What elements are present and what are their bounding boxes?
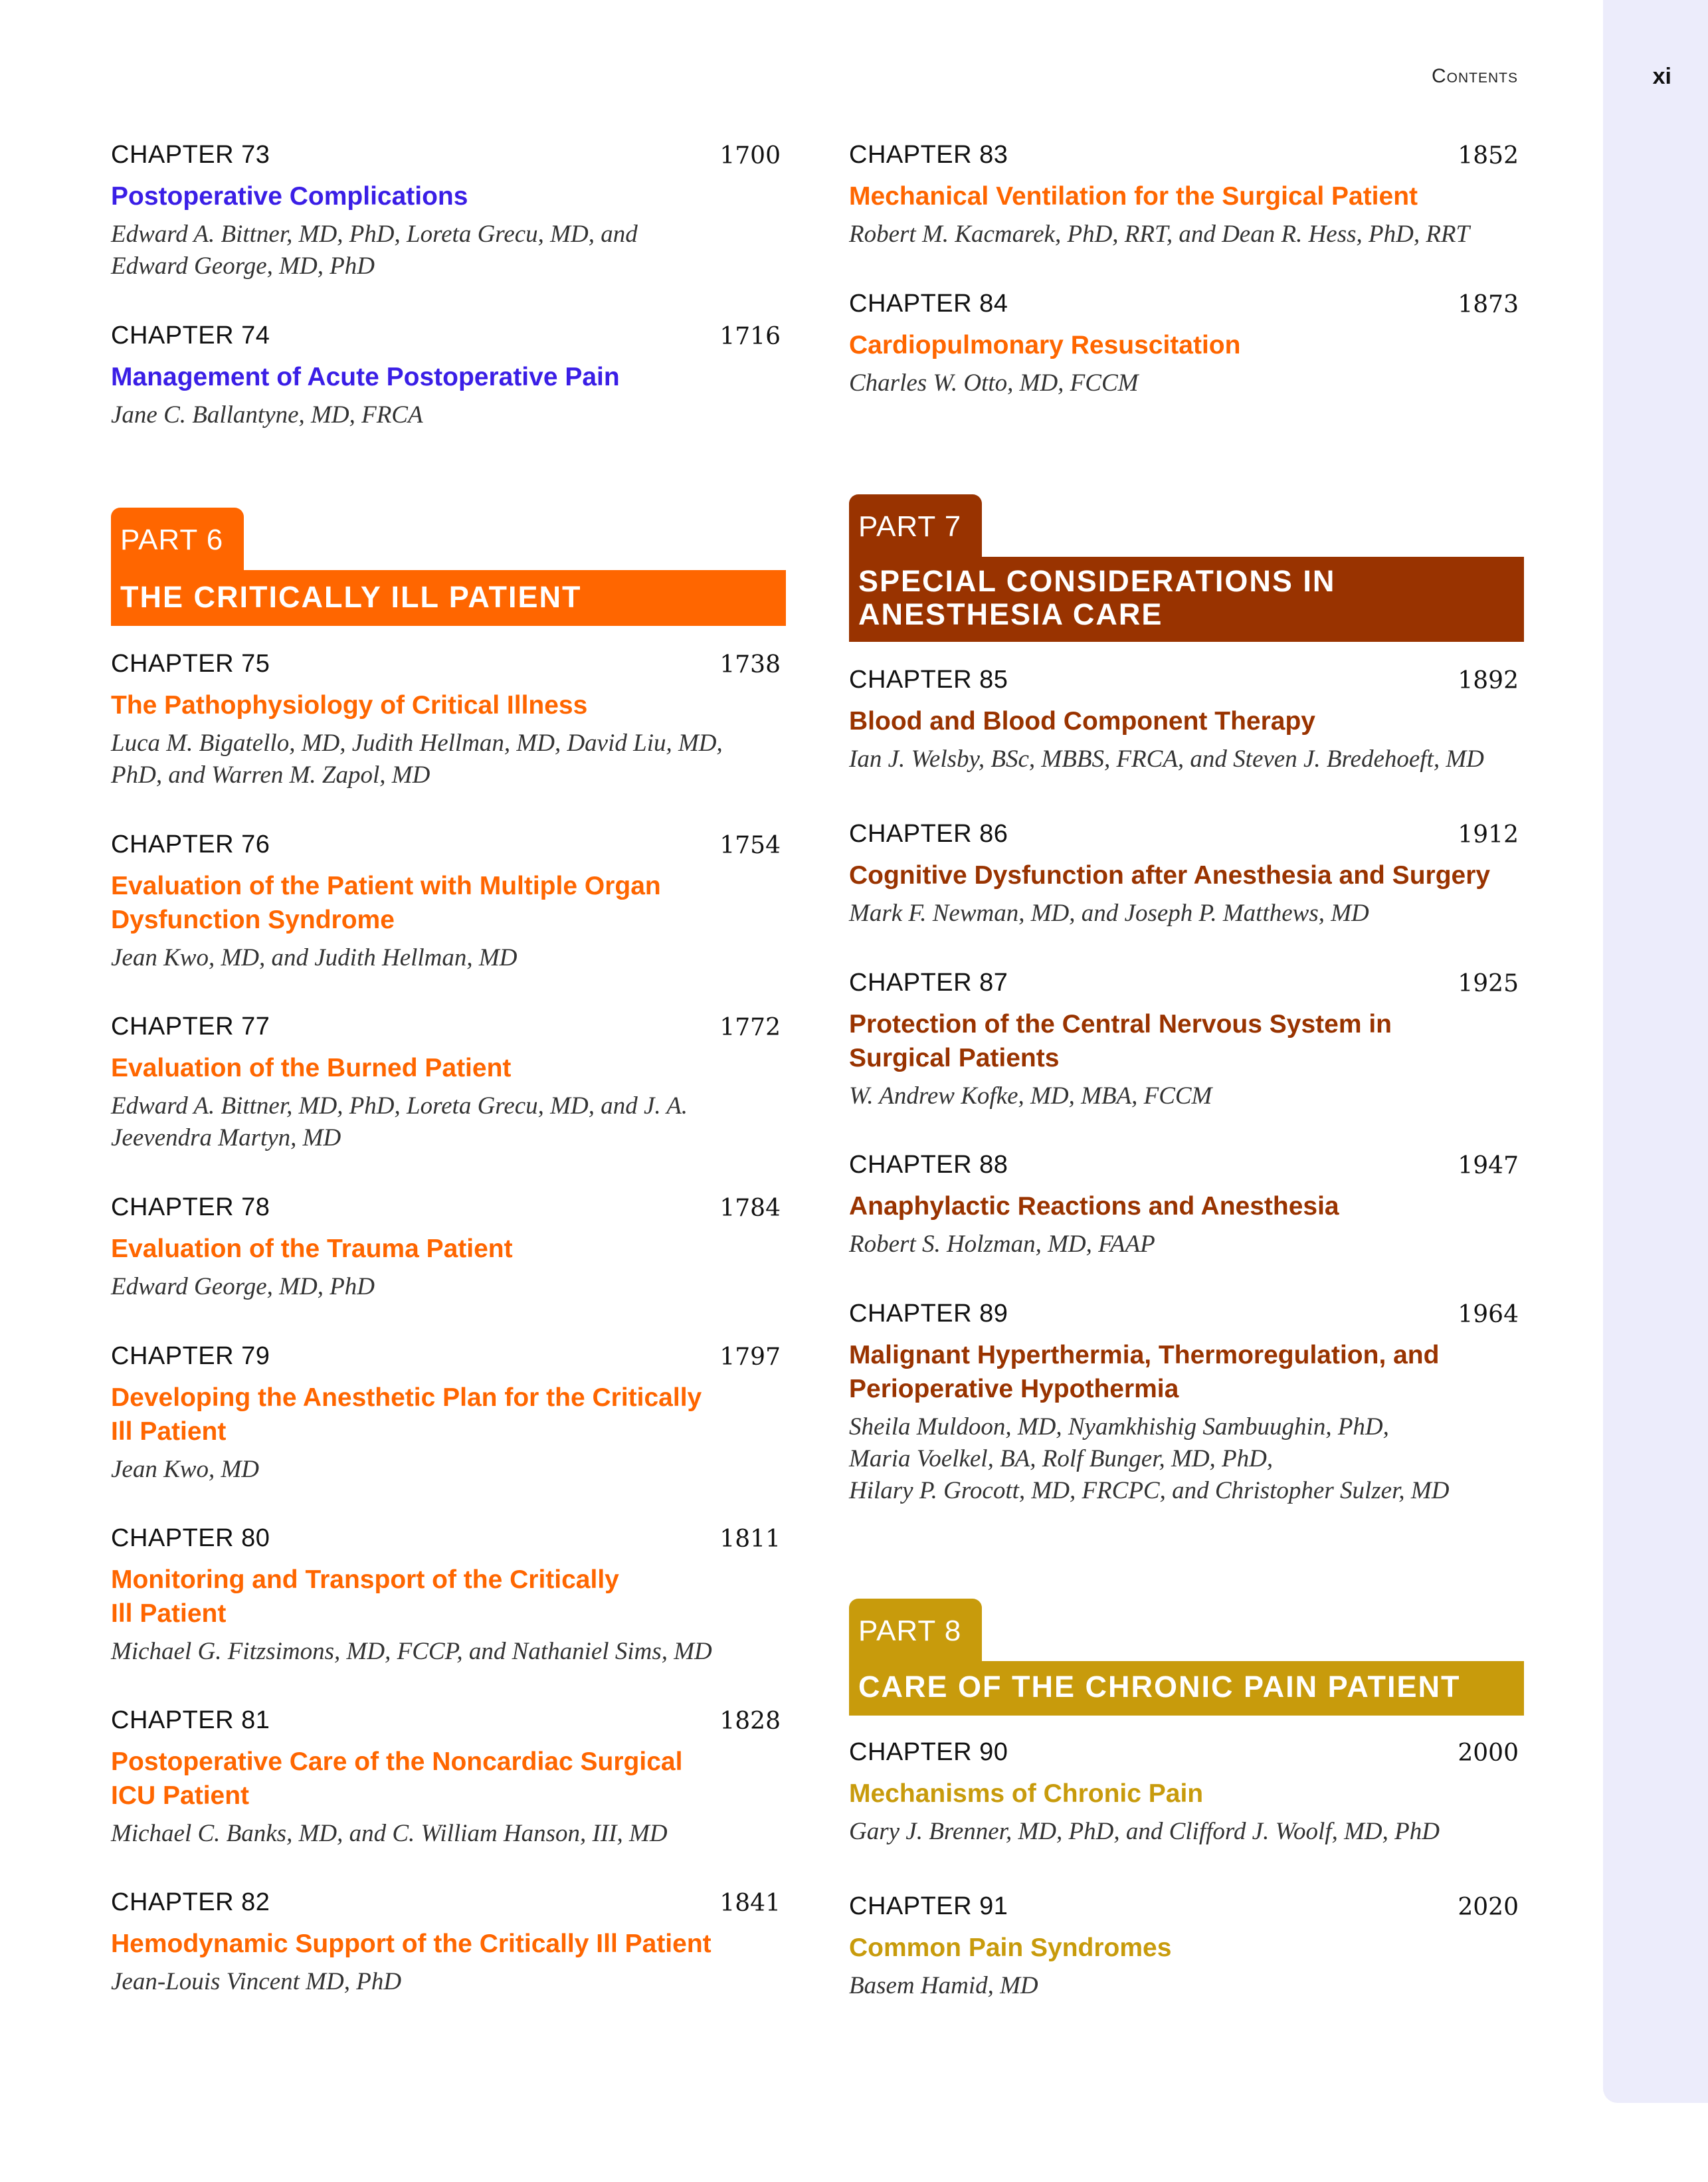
part-title: CARE OF THE CHRONIC PAIN PATIENT [858, 1670, 1461, 1704]
chapter-label: CHAPTER 85 [849, 666, 1008, 694]
chapter-title[interactable] [111, 1381, 722, 1448]
toc-entry-ch78[interactable] [111, 1193, 785, 1303]
page-number: 1716 [719, 323, 781, 350]
running-title: Contents [1432, 65, 1518, 87]
page-number: 1754 [719, 832, 781, 859]
chapter-title[interactable] [111, 869, 722, 937]
page-number: 2000 [1458, 1739, 1519, 1767]
side-tab-strip [1603, 0, 1708, 2103]
chapter-title[interactable]: Hemodynamic Support of the Critically Ill Patient [111, 1930, 712, 1958]
chapter-label: CHAPTER 80 [111, 1524, 270, 1552]
chapter-authors [111, 1818, 785, 1850]
toc-entry-ch81[interactable] [111, 1706, 785, 1850]
chapter-title[interactable]: Evaluation of the Burned Patient [111, 1054, 512, 1082]
title-line: Monitoring and Transport of the Critically [111, 1565, 619, 1594]
toc-entry-ch82[interactable] [111, 1888, 785, 1998]
chapter-authors [849, 898, 1523, 930]
chapter-label: CHAPTER 81 [111, 1706, 270, 1734]
chapter-authors [111, 1271, 785, 1303]
authors-line: PhD, and Warren M. Zapol, MD [111, 761, 430, 789]
toc-entry-ch73[interactable] [111, 141, 785, 282]
title-line: Ill Patient [111, 1599, 227, 1628]
page-number: 1947 [1458, 1152, 1519, 1179]
authors-line: Mark F. Newman, MD, and Joseph P. Matthews, MD [849, 900, 1369, 927]
chapter-authors [849, 1816, 1523, 1848]
authors-line: Edward George, MD, PhD [111, 1273, 375, 1300]
title-line: Protection of the Central Nervous System in [849, 1010, 1392, 1039]
chapter-label: CHAPTER 83 [849, 141, 1008, 169]
part-number: PART 6 [120, 524, 224, 556]
chapter-label: CHAPTER 91 [849, 1892, 1008, 1920]
chapter-title[interactable] [111, 1563, 722, 1631]
page-number: 1912 [1458, 821, 1519, 848]
chapter-authors [849, 744, 1523, 775]
authors-line: Jeevendra Martyn, MD [111, 1124, 341, 1151]
chapter-authors [111, 942, 785, 974]
title-line: Dysfunction Syndrome [111, 906, 395, 934]
chapter-authors [849, 1970, 1523, 2002]
chapter-label: CHAPTER 90 [849, 1738, 1008, 1766]
toc-entry-ch76[interactable] [111, 831, 785, 974]
chapter-authors [111, 219, 785, 282]
title-line: Postoperative Care of the Noncardiac Surgical [111, 1747, 683, 1776]
chapter-title[interactable] [111, 1745, 722, 1813]
chapter-label: CHAPTER 82 [111, 1888, 270, 1916]
chapter-authors [849, 1229, 1523, 1260]
chapter-authors [111, 1636, 785, 1668]
authors-line: Jean-Louis Vincent MD, PhD [111, 1968, 402, 1995]
chapter-title[interactable] [849, 1338, 1460, 1406]
page-number: 1873 [1458, 291, 1519, 318]
toc-entry-ch89[interactable] [849, 1300, 1523, 1507]
title-line: Developing the Anesthetic Plan for the Critically [111, 1383, 702, 1412]
toc-entry-ch88[interactable] [849, 1151, 1523, 1260]
chapter-label: CHAPTER 88 [849, 1151, 1008, 1179]
authors-line: Ian J. Welsby, BSc, MBBS, FRCA, and Steven J. Bredehoeft, MD [849, 745, 1484, 773]
toc-entry-ch75[interactable] [111, 650, 785, 791]
authors-line: Jean Kwo, MD, and Judith Hellman, MD [111, 944, 518, 971]
page-number: 1964 [1458, 1301, 1519, 1328]
part-title: THE CRITICALLY ILL PATIENT [120, 580, 582, 614]
page-number: 1738 [719, 651, 781, 678]
toc-entry-ch83[interactable] [849, 141, 1523, 250]
title-line: Malignant Hyperthermia, Thermoregulation, and [849, 1341, 1440, 1369]
part-title-line: SPECIAL CONSIDERATIONS IN [858, 564, 1336, 598]
authors-line: Robert S. Holzman, MD, FAAP [849, 1231, 1155, 1258]
page-number: 1828 [719, 1708, 781, 1735]
chapter-title[interactable]: Management of Acute Postoperative Pain [111, 363, 620, 391]
chapter-title[interactable]: Mechanical Ventilation for the Surgical Patient [849, 182, 1418, 211]
toc-entry-ch74[interactable] [111, 322, 785, 431]
toc-entry-ch85[interactable] [849, 666, 1523, 775]
title-line: Perioperative Hypothermia [849, 1375, 1179, 1403]
page-number: 1772 [719, 1014, 781, 1041]
part-6-header [111, 508, 786, 626]
part-7-header [849, 494, 1524, 642]
authors-line: Robert M. Kacmarek, PhD, RRT, and Dean R. Hess, PhD, RRT [849, 221, 1470, 248]
chapter-title[interactable]: Cognitive Dysfunction after Anesthesia and Surgery [849, 861, 1491, 890]
running-header [1329, 65, 1687, 98]
chapter-label: CHAPTER 87 [849, 969, 1008, 997]
page-number: 1841 [719, 1890, 781, 1917]
chapter-authors [111, 728, 785, 791]
chapter-label: CHAPTER 89 [849, 1300, 1008, 1328]
toc-entry-ch87[interactable] [849, 969, 1523, 1112]
chapter-label: CHAPTER 84 [849, 290, 1008, 318]
chapter-title[interactable]: Mechanisms of Chronic Pain [849, 1779, 1204, 1808]
part-title [858, 565, 1509, 631]
page-number: 2020 [1458, 1894, 1519, 1921]
chapter-authors [849, 219, 1523, 250]
page-number: 1700 [719, 142, 781, 169]
authors-line: Michael G. Fitzsimons, MD, FCCP, and Nathaniel Sims, MD [111, 1638, 712, 1665]
chapter-label: CHAPTER 79 [111, 1342, 270, 1370]
chapter-label: CHAPTER 74 [111, 322, 270, 349]
title-line: Evaluation of the Patient with Multiple Organ [111, 872, 661, 900]
chapter-label: CHAPTER 77 [111, 1013, 270, 1041]
chapter-authors [849, 1411, 1523, 1507]
authors-line: Michael C. Banks, MD, and C. William Hanson, III, MD [111, 1820, 668, 1847]
page-number: 1852 [1458, 142, 1519, 169]
part-title-bar [111, 570, 786, 626]
page-number: 1892 [1458, 667, 1519, 694]
toc-entry-ch91[interactable] [849, 1892, 1523, 2002]
chapter-title[interactable]: Common Pain Syndromes [849, 1934, 1172, 1962]
chapter-label: CHAPTER 75 [111, 650, 270, 678]
authors-line: Jean Kwo, MD [111, 1456, 259, 1483]
chapter-label: CHAPTER 78 [111, 1193, 270, 1221]
chapter-title[interactable]: Blood and Blood Component Therapy [849, 707, 1315, 736]
part-8-header [849, 1599, 1524, 1716]
toc-entry-ch90[interactable] [849, 1738, 1523, 1848]
chapter-title[interactable]: The Pathophysiology of Critical Illness [111, 691, 588, 720]
chapter-authors [849, 1080, 1523, 1112]
part-title-line: ANESTHESIA CARE [858, 597, 1163, 631]
title-line: Surgical Patients [849, 1044, 1060, 1072]
chapter-authors [849, 367, 1523, 399]
authors-line: Jane C. Ballantyne, MD, FRCA [111, 401, 423, 429]
authors-line: Charles W. Otto, MD, FCCM [849, 369, 1139, 397]
authors-line: Edward A. Bittner, MD, PhD, Loreta Grecu, MD, and [111, 221, 638, 248]
chapter-label: CHAPTER 73 [111, 141, 270, 169]
toc-entry-ch77[interactable] [111, 1013, 785, 1154]
part-title-bar [849, 557, 1524, 642]
authors-line: Sheila Muldoon, MD, Nyamkhishig Sambuughin, PhD, [849, 1413, 1389, 1440]
page-number: 1784 [719, 1195, 781, 1222]
authors-line: Edward A. Bittner, MD, PhD, Loreta Grecu, MD, and J. A. [111, 1092, 688, 1120]
page-folio: xi [1652, 64, 1671, 89]
chapter-label: CHAPTER 76 [111, 831, 270, 858]
authors-line: Maria Voelkel, BA, Rolf Bunger, MD, PhD, [849, 1445, 1274, 1472]
toc-entry-ch79[interactable] [111, 1342, 785, 1486]
title-line: ICU Patient [111, 1781, 250, 1810]
authors-line: W. Andrew Kofke, MD, MBA, FCCM [849, 1082, 1212, 1110]
toc-entry-ch86[interactable] [849, 820, 1523, 930]
part-title-bar [849, 1661, 1524, 1716]
chapter-authors [111, 1090, 785, 1154]
chapter-title[interactable]: Evaluation of the Trauma Patient [111, 1235, 513, 1263]
chapter-title[interactable]: Anaphylactic Reactions and Anesthesia [849, 1192, 1339, 1221]
authors-line: Edward George, MD, PhD [111, 252, 375, 280]
part-number: PART 7 [858, 510, 962, 543]
part-number: PART 8 [858, 1615, 962, 1647]
toc-entry-ch84[interactable] [849, 290, 1523, 399]
chapter-authors [111, 399, 785, 431]
chapter-authors [111, 1454, 785, 1486]
authors-line: Hilary P. Grocott, MD, FRCPC, and Christopher Sulzer, MD [849, 1477, 1450, 1504]
title-line: Ill Patient [111, 1417, 227, 1446]
authors-line: Basem Hamid, MD [849, 1972, 1038, 1999]
authors-line: Luca M. Bigatello, MD, Judith Hellman, MD, David Liu, MD, [111, 730, 723, 757]
page-number: 1925 [1458, 970, 1519, 997]
chapter-title[interactable]: Postoperative Complications [111, 182, 468, 211]
chapter-label: CHAPTER 86 [849, 820, 1008, 848]
chapter-title[interactable] [849, 1007, 1460, 1075]
toc-entry-ch80[interactable] [111, 1524, 785, 1668]
chapter-authors [111, 1966, 785, 1998]
chapter-title[interactable]: Cardiopulmonary Resuscitation [849, 331, 1241, 359]
page-number: 1811 [719, 1526, 781, 1553]
authors-line: Gary J. Brenner, MD, PhD, and Clifford J. Woolf, MD, PhD [849, 1818, 1440, 1845]
page-number: 1797 [719, 1343, 781, 1371]
